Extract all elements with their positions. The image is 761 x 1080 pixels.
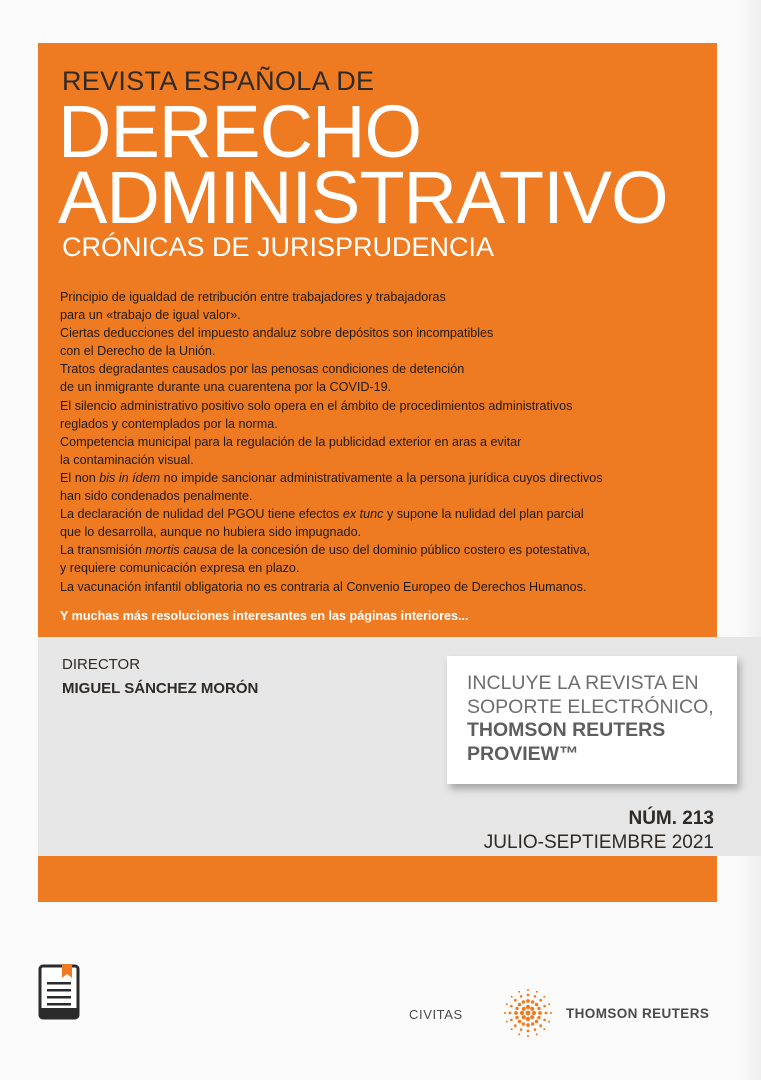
journal-title-line-2: ADMINISTRATIVO [58,156,668,239]
highlight-item: La declaración de nulidad del PGOU tiene efectos ex tunc y supone la nulidad del plan parcial que lo desarrolla, aunque no hubiera sido impugnado. [60,507,584,540]
cover-orange-strip [38,856,717,902]
proview-notice-box [447,656,737,784]
proview-line-2: SOPORTE ELECTRÓNICO, [467,695,714,718]
proview-line-3: THOMSON REUTERS [467,719,666,741]
highlight-item: La transmisión mortis causa de la concesión de uso del dominio público costero es potestativa, y requiere comunicación expresa en plazo. [60,543,590,576]
issue-number: NÚM. 213 [628,808,714,829]
document-bookmark-icon [38,962,80,1020]
journal-title [58,90,668,239]
highlight-item: El silencio administrativo positivo solo opera en el ámbito de procedimientos administrativos reglados y contemplados por la norma. [60,398,573,431]
highlight-item: Principio de igualdad de retribución entre trabajadores y trabajadoras para un «trabajo de igual valor». [60,290,446,323]
highlights-list [60,288,700,596]
director-name: MIGUEL SÁNCHEZ MORÓN [62,680,259,697]
director-label: DIRECTOR [62,656,141,673]
highlight-item: Ciertas deducciones del impuesto andaluz sobre depósitos son incompatibles con el Derecho de la Unión. [60,326,494,359]
proview-line-1: INCLUYE LA REVISTA EN [467,672,699,694]
highlight-item: Tratos degradantes causados por las penosas condiciones de detención de un inmigrante durante una cuarentena por la COVID-19. [60,362,465,395]
company-thomson-reuters: THOMSON REUTERS [566,1006,710,1021]
page-edge-shade [737,0,761,1080]
journal-title-line-1: DERECHO [58,90,422,173]
highlight-item: El non bis in ídem no impide sancionar administrativamente a la persona jurídica cuyos directivos han sido condenados penalmente. [60,470,603,504]
proview-line-4: PROVIEW™ [467,742,579,765]
issue-date: JULIO-SEPTIEMBRE 2021 [483,832,714,853]
more-resolutions-note: Y muchas más resoluciones interesantes en las páginas interiores... [60,609,469,623]
thomson-reuters-logo-icon [503,988,553,1038]
journal-subtitle: CRÓNICAS DE JURISPRUDENCIA [62,232,495,262]
highlight-item: Competencia municipal para la regulación de la publicidad exterior en aras a evitar la contaminación visual. [60,434,522,467]
journal-title-prefix: REVISTA ESPAÑOLA DE [62,66,375,96]
publisher-civitas: CIVITAS [409,1007,463,1022]
highlight-item: La vacunación infantil obligatoria no es contraria al Convenio Europeo de Derechos Humanos. [60,579,587,594]
